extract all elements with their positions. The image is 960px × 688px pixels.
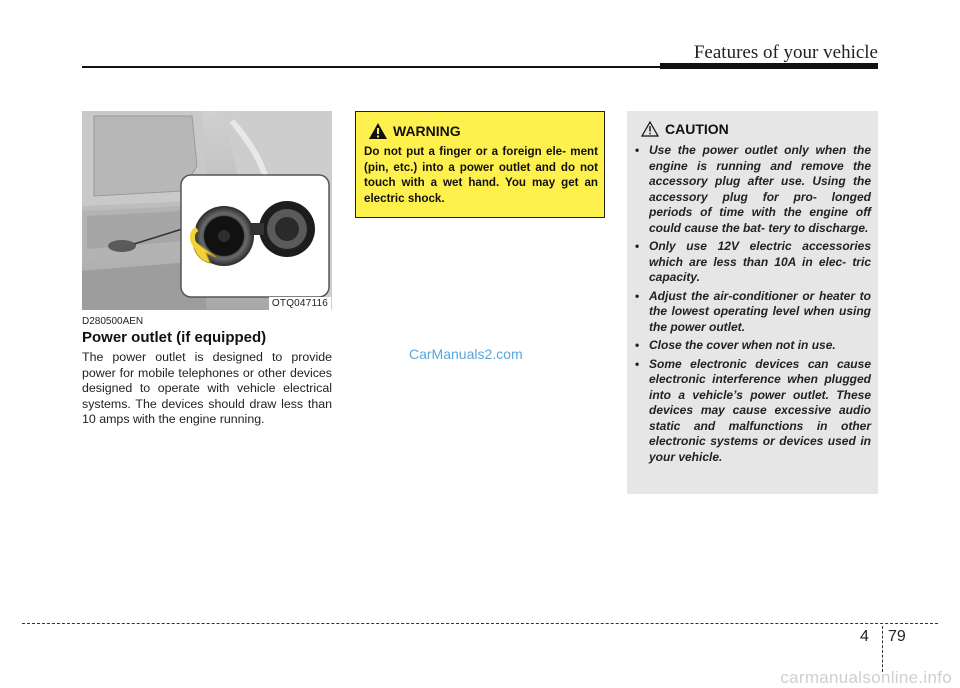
footer-rule [22, 623, 938, 624]
caution-item: • Adjust the air-conditioner or heater to the lowest operating level when using the power outlet. [635, 288, 871, 334]
warning-box [355, 111, 605, 218]
warning-triangle-icon [369, 123, 387, 139]
chapter-number: 4 [860, 628, 869, 645]
warning-text: Do not put a finger or a foreign ele- ment (pin, etc.) into a power outlet and do not touch with a wet hand. You may get an electric shock. [364, 145, 598, 205]
warning-header [369, 123, 461, 139]
caution-title: CAUTION [665, 121, 729, 137]
caution-box [627, 111, 878, 494]
section-body: The power outlet is designed to provide power for mobile telephones or other devices designed to operate with vehicle electrical systems. The devices should draw less than 10 amps with the engine running. [82, 350, 332, 427]
caution-item: • Close the cover when not in use. [635, 338, 836, 352]
section-code: D280500AEN [82, 316, 144, 327]
power-outlet-photo [82, 111, 332, 310]
watermark-link[interactable]: CarManuals2.com [409, 346, 523, 362]
caution-item: • Only use 12V electric accessories which are less than 10A in elec- tric capacity. [635, 239, 871, 284]
caution-item: • Some electronic devices can cause electronic interference when plugged into a vehicle’s power outlet. These devices may cause excessive audio static and malfunctions in other electronic systems or devices used in your vehicle. [635, 356, 871, 464]
header-rule [82, 66, 878, 68]
caution-list [635, 143, 871, 468]
footer-divider [882, 626, 883, 672]
caution-header [641, 121, 729, 137]
photo-code: OTQ047116 [269, 297, 331, 310]
section-title: Power outlet (if equipped) [82, 329, 267, 346]
warning-title: WARNING [393, 123, 461, 139]
header-title: Features of your vehicle [693, 42, 878, 63]
site-watermark: carmanualsonline.info [780, 668, 952, 687]
caution-triangle-icon [641, 121, 659, 137]
page-number: 79 [888, 628, 906, 645]
caution-item: • Use the power outlet only when the engine is running and remove the accessory plug after use. Using the accessory plug for pro- longed periods of time with the engine off could cause the bat- tery to discharge. [635, 143, 871, 235]
